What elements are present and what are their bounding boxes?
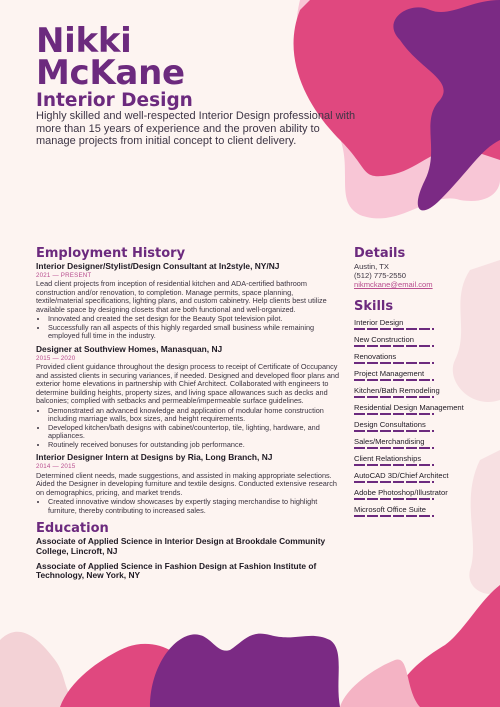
details-heading: Details: [354, 246, 406, 261]
skill-level-bar: [354, 515, 434, 517]
skill-label: Kitchen/Bath Remodeling: [354, 386, 440, 395]
skill-label: Adobe Photoshop/Illustrator: [354, 488, 448, 497]
skill-item: [354, 335, 464, 349]
email-link[interactable]: nikmckane@email.com: [354, 280, 433, 289]
job-entry: [36, 453, 341, 515]
job-description: Determined client needs, made suggestions, and assisted in making appropriate selections. Aided the Designer in developing furniture and textile designs. Conducted extensive research on demographics, pricing, and market trends.: [36, 470, 337, 497]
skill-level-bar: [354, 464, 434, 466]
job-bullets: [36, 498, 341, 515]
job-dates: 2021 — PRESENT: [36, 271, 92, 279]
skill-item: [354, 403, 464, 417]
education-heading: Education: [36, 521, 109, 537]
job-bullet: • Successfully ran all aspects of this highly regarded small business while remaining employed full time in the industry.: [48, 324, 341, 341]
job-dates: 2014 — 2015: [36, 463, 76, 471]
main-column: [36, 246, 341, 586]
job-role: Interior Design: [36, 90, 193, 111]
skill-label: Sales/Merchandising: [354, 437, 425, 446]
skill-item: [354, 505, 464, 519]
skill-item: [354, 386, 464, 400]
skill-level-bar: [354, 447, 434, 449]
phone-text: (512) 775-2550: [354, 271, 406, 280]
skill-level-bar: [354, 379, 434, 381]
skills-heading: Skills: [354, 299, 394, 314]
skill-item: [354, 437, 464, 451]
job-entry: [36, 345, 341, 450]
skill-label: Renovations: [354, 352, 397, 361]
skill-level-bar: [354, 413, 434, 415]
job-bullet: • Demonstrated an advanced knowledge and application of modular home construction including marriage walls, box sizes, and height requirements.: [48, 407, 341, 424]
candidate-name: [36, 21, 185, 93]
skill-level-bar: [354, 481, 434, 483]
job-title: Interior Designer/Stylist/Design Consultant at In2style, NY/NJ: [36, 261, 280, 271]
job-description: Provided client guidance throughout the design process to receipt of Certificate of Occupancy and assisted clients in securing variances, if needed. Designed and developed floor plans and exterior home elevations in partnership with Chief Architect. Collaborated with engineers to determine building heights, property sizes, and living space allowances such as decks and balconies; complied with setbacks and permeable/impermeable surface guidelines.: [36, 362, 340, 406]
last-name: McKane: [36, 53, 185, 93]
skill-label: Interior Design: [354, 318, 404, 327]
skill-label: Client Relationships: [354, 454, 422, 463]
job-title: Interior Designer Intern at Designs by Ria, Long Branch, NJ: [36, 452, 273, 463]
job-bullets: [36, 407, 341, 450]
job-entry: [36, 262, 341, 341]
skill-level-bar: [354, 396, 434, 398]
education-item: Associate of Applied Science in Interior Design at Brookdale Community College, Lincroft, NJ: [36, 536, 326, 556]
skill-level-bar: [354, 498, 434, 500]
skill-item: [354, 352, 464, 366]
skill-item: [354, 318, 464, 332]
skill-label: Design Consultations: [354, 420, 426, 429]
first-name: Nikki: [36, 21, 132, 61]
job-bullet: • Developed kitchen/bath designs with cabinet/countertop, tile, lighting, hardware, and appliances.: [48, 424, 341, 441]
education-item: Associate of Applied Science in Fashion Design at Fashion Institute of Technology, New York, NY: [36, 560, 317, 581]
location-text: Austin, TX: [354, 262, 389, 271]
skill-level-bar: [354, 328, 434, 330]
profile-summary: Highly skilled and well-respected Interior Design professional with more than 15 years of experience and the proven ability to manage projects from initial concept to client delivery.: [36, 110, 356, 147]
skill-label: AutoCAD 3D/Chief Architect: [354, 471, 449, 480]
skill-label: New Construction: [354, 335, 414, 344]
skill-label: Residential Design Management: [354, 403, 464, 412]
skill-level-bar: [354, 430, 434, 432]
skill-item: [354, 369, 464, 383]
skill-item: [354, 471, 464, 485]
job-bullet: • Routinely received bonuses for outstanding job performance.: [48, 441, 341, 450]
employment-heading: Employment History: [36, 246, 186, 261]
job-dates: 2015 — 2020: [36, 354, 76, 362]
skill-label: Microsoft Office Suite: [354, 505, 427, 514]
job-description: Lead client projects from inception of residential kitchen and ADA-certified bathroom construction and/or renovation, to completion. Manage permits, space planning, textile/material specifications, lighting plans, and custom cabinetry. Help clients best utilize available space by designing closets that are both functional and well-organized.: [36, 279, 327, 314]
job-bullets: [36, 315, 341, 341]
skill-item: [354, 454, 464, 468]
skill-item: [354, 488, 464, 502]
side-column: [354, 246, 464, 522]
skill-level-bar: [354, 362, 434, 364]
job-title: Designer at Southview Homes, Manasquan, NJ: [36, 343, 223, 354]
skill-label: Project Management: [354, 369, 425, 378]
job-bullet: • Innovated and created the set design for the Beauty Spot television pilot.: [48, 315, 341, 324]
skills-list: [354, 318, 464, 519]
job-bullet: • Created innovative window showcases by expertly staging merchandise to highlight furniture, thereby contributing to increased sales.: [48, 498, 341, 515]
skill-level-bar: [354, 345, 434, 347]
skills-section: [354, 299, 464, 519]
skill-item: [354, 420, 464, 434]
